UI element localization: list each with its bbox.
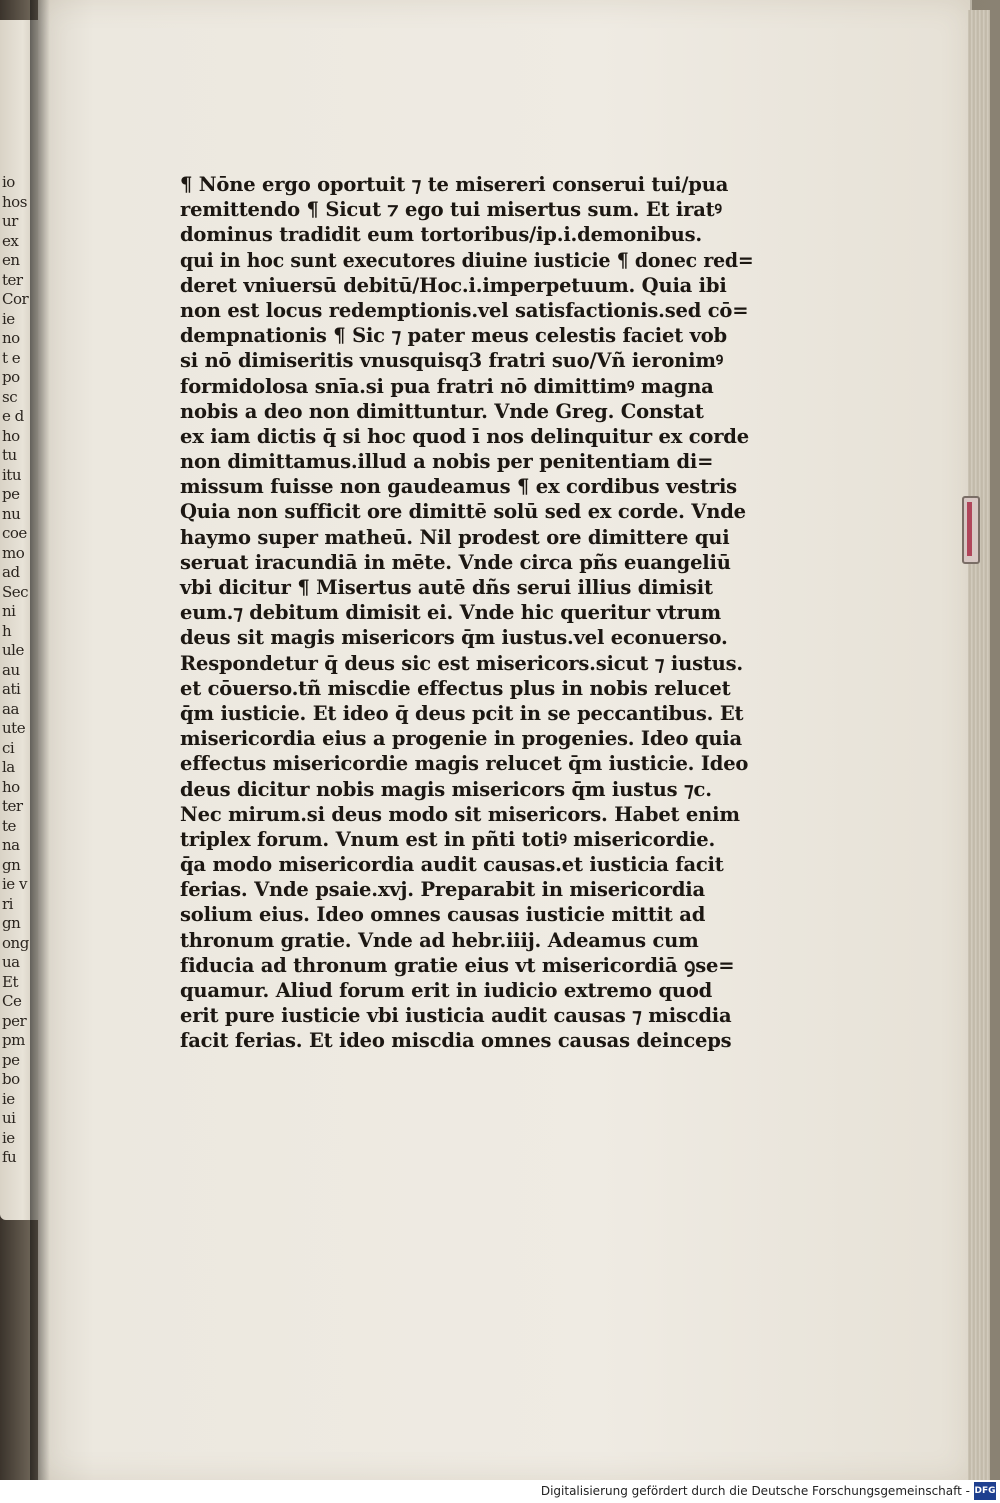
text-line: dominus tradidit eum tortoribus/ip.i.demonibus.	[180, 223, 702, 247]
left-page-fragment: ule	[2, 641, 24, 659]
text-line: ex iam dictis q̄ si hoc quod ī nos delinquitur ex corde	[180, 424, 749, 448]
left-page-fragment: gn	[2, 914, 21, 932]
left-page-fragment: ati	[2, 680, 21, 698]
text-line: q̄m iusticie. Et ideo q̄ deus pcit in se peccantibus. Et	[180, 701, 744, 725]
left-page-fragment: hos	[2, 192, 27, 211]
text-line: seruat iracundiā in mēte. Vnde circa pñs euangeliū	[180, 550, 731, 574]
text-line: erit pure iusticie vbi iusticia audit causas ⁊ miscdia	[180, 1004, 732, 1028]
left-page-fragment: sc	[2, 387, 18, 406]
left-page-fragment: pm	[2, 1031, 25, 1049]
left-page-fragment: bo	[2, 1070, 20, 1088]
text-line: ferias. Vnde psaie.xvj. Preparabit in misericordia	[180, 878, 705, 902]
left-page-fragment: mo	[2, 543, 25, 562]
text-line: et cōuerso.tñ miscdie effectus plus in nobis relucet	[180, 676, 731, 700]
left-page-fragment: ie	[2, 1128, 15, 1147]
text-line: missum fuisse non gaudeamus ¶ ex cordibus vestris	[180, 475, 737, 499]
manuscript-page	[38, 0, 972, 1480]
left-page-fragment: po	[2, 368, 20, 386]
left-page-fragment: ie v	[2, 875, 27, 893]
left-page-fragment: ui	[2, 1109, 16, 1127]
left-page-fragment: Ce	[2, 992, 22, 1010]
text-line: thronum gratie. Vnde ad hebr.iiij. Adeamus cum	[180, 928, 699, 952]
left-page-fragment: te	[2, 816, 16, 835]
text-line: qui in hoc sunt executores diuine iusticie ¶ donec red=	[180, 248, 754, 272]
text-line: Quia non sufficit ore dimittē solū sed ex corde. Vnde	[180, 500, 746, 524]
funding-credit: Digitalisierung gefördert durch die Deutsche Forschungsgemeinschaft -	[540, 1484, 970, 1498]
text-line: deret vniuersū debitū/Hoc.i.imperpetuum. Quia ibi	[180, 273, 727, 297]
left-page-fragment: na	[2, 836, 20, 854]
left-page-fragment: aa	[2, 699, 19, 718]
left-page-fragment: ci	[2, 738, 15, 757]
text-line: eum.⁊ debitum dimisit ei. Vnde hic queritur vtrum	[180, 601, 721, 625]
text-line: Respondetur q̄ deus sic est misericors.sicut ⁊ iustus.	[180, 651, 743, 675]
left-page-fragment: io	[2, 173, 15, 191]
left-page-fragment: Et	[2, 972, 18, 991]
text-line: nobis a deo non dimittuntur. Vnde Greg. Constat	[180, 399, 704, 423]
dfg-logo: DFG	[974, 1482, 996, 1500]
left-page-fragment: Cor	[2, 290, 29, 308]
left-page-fragment: ad	[2, 563, 20, 581]
text-line: fiducia ad thronum gratie eius vt misericordiā ꝯse=	[180, 953, 735, 977]
left-page-fragment: e d	[2, 407, 24, 425]
left-page-fragment: coe	[2, 524, 27, 542]
text-line: si nō dimiseritis vnusquisq3 fratri suo/Vñ ieronimꝰ	[180, 349, 724, 373]
left-page-fragment: per	[2, 1011, 27, 1030]
gutter-shadow	[30, 0, 50, 1480]
text-line: facit ferias. Et ideo miscdia omnes causas deinceps	[180, 1029, 732, 1053]
text-line: deus sit magis misericors q̄m iustus.vel econuerso.	[180, 626, 728, 650]
left-page-fragment: ho	[2, 777, 20, 796]
text-line: formidolosa snīa.si pua fratri nō dimittimꝰ magna	[180, 374, 714, 398]
text-line: quamur. Aliud forum erit in iudicio extremo quod	[180, 979, 713, 1002]
left-page-fragment: ri	[2, 894, 13, 913]
left-page-fragment: h	[2, 621, 12, 640]
text-line: dempnationis ¶ Sic ⁊ pater meus celestis faciet vob	[180, 324, 727, 348]
text-line: non dimittamus.illud a nobis per penitentiam di=	[180, 450, 714, 474]
left-page-fragment: pe	[2, 1050, 20, 1069]
page-edges	[968, 10, 990, 1480]
left-page-fragment: ter	[2, 270, 23, 289]
text-line: effectus misericordie magis relucet q̄m iusticie. Ideo	[180, 752, 749, 776]
left-page-fragment: ex	[2, 231, 19, 250]
left-page-fragment: itu	[2, 465, 21, 484]
left-page-fragment: ua	[2, 953, 20, 971]
left-page-fragment: ie	[2, 1089, 15, 1108]
text-line: ¶ Nōne ergo oportuit ⁊ te misereri conserui tui/pua	[180, 173, 729, 196]
text-line: solium eius. Ideo omnes causas iusticie mittit ad	[180, 903, 706, 927]
left-page-fragment: ur	[2, 212, 18, 230]
left-page-fragment: tu	[2, 446, 17, 464]
left-page-fragment: ie	[2, 309, 15, 328]
text-block	[180, 172, 754, 1054]
left-page-fragment: au	[2, 660, 20, 679]
left-page-fragment: pe	[2, 485, 20, 503]
left-page-fragment: la	[2, 758, 15, 776]
left-page-fragment: ho	[2, 426, 20, 445]
left-page-fragment: ter	[2, 797, 23, 815]
left-page-fragment: t e	[2, 348, 21, 367]
text-line: misericordia eius a progenie in progenies. Ideo quia	[180, 727, 742, 751]
text-line: haymo super matheū. Nil prodest ore dimittere qui	[180, 525, 730, 549]
footer-bar	[0, 1480, 1000, 1503]
text-line: Nec mirum.si deus modo sit misericors. Habet enim	[180, 802, 740, 826]
text-line: vbi dicitur ¶ Misertus autē dñs serui illius dimisit	[180, 576, 713, 599]
left-page-fragment: ong	[2, 933, 29, 952]
text-line: deus dicitur nobis magis misericors q̄m iustus ⁊c.	[180, 777, 712, 801]
left-page-fragment: gn	[2, 855, 21, 874]
left-page-fragment: no	[2, 329, 20, 347]
bookmark-tab	[962, 496, 980, 564]
text-line: q̄a modo misericordia audit causas.et iusticia facit	[180, 853, 724, 877]
left-page-fragment: Sec	[2, 582, 29, 601]
left-page-fragment: ni	[2, 602, 16, 620]
left-page-fragment: nu	[2, 504, 21, 523]
text-line: non est locus redemptionis.vel satisfactionis.sed cō=	[180, 298, 749, 322]
left-page-fragment: en	[2, 251, 20, 269]
left-page-fragment: fu	[2, 1148, 17, 1166]
text-line: triplex forum. Vnum est in pñti totiꝰ misericordie.	[180, 827, 716, 851]
text-line: remittendo ¶ Sicut ⁊ ego tui misertus sum. Et iratꝰ	[180, 198, 722, 222]
left-page-fragment: ute	[2, 719, 26, 737]
